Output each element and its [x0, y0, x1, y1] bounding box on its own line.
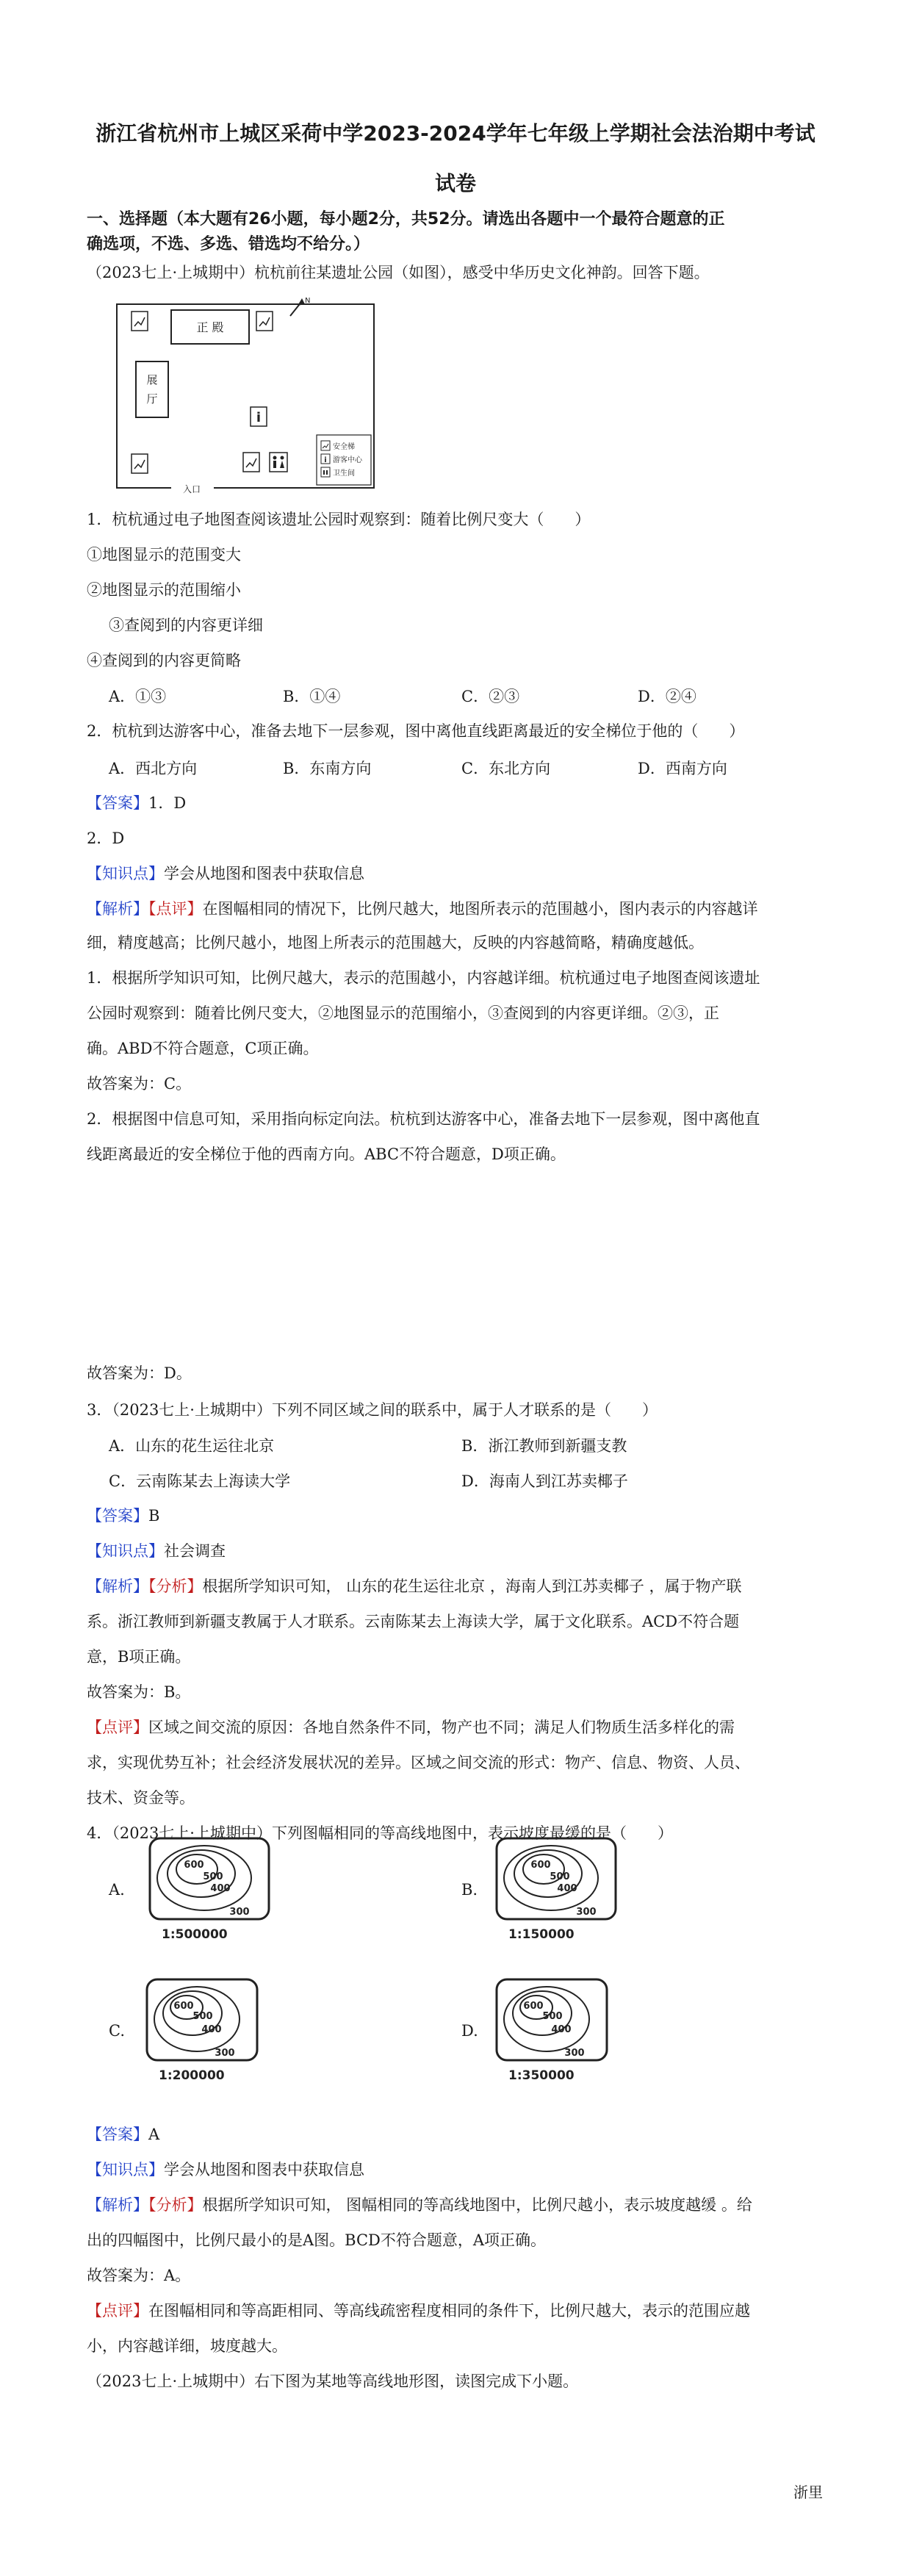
svg-text:300: 300	[229, 1907, 250, 1918]
q4-option-a-contour-map[interactable]	[147, 1835, 272, 1946]
q1-statement-3: ③查阅到的内容更详细	[109, 616, 263, 634]
svg-text:300: 300	[564, 2048, 585, 2059]
svg-text:400: 400	[201, 2024, 222, 2035]
comment-q4-line1: 【点评】在图幅相同和等高距相同、等高线疏密程度相同的条件下，比例尺越大，表示的范围应越	[87, 2302, 750, 2320]
svg-text:400: 400	[551, 2024, 572, 2035]
explanation-q3-line1: 【解析】【分析】根据所学知识可知， 山东的花生运往北京 ，海南人到江苏卖椰子 ，属于物产联	[87, 1577, 742, 1595]
exhibition-hall-char1: 展	[146, 373, 158, 386]
explanation-q3-line2: 系。浙江教师到新疆支教属于人才联系。云南陈某去上海读大学，属于文化联系。ACD不符合题	[87, 1613, 740, 1630]
visitor-center-symbol: i	[256, 410, 262, 425]
comment-q3-line1: 【点评】区域之间交流的原因：各地自然条件不同，物产也不同；满足人们物质生活多样化的需	[87, 1719, 735, 1736]
q2-option-d[interactable]: D．西南方向	[638, 760, 727, 777]
explanation-q4-conclusion: 故答案为：A。	[87, 2267, 191, 2284]
answer-q4: 【答案】A	[87, 2126, 160, 2143]
q2-option-b[interactable]: B．东南方向	[283, 760, 372, 777]
knowledge-point-q4: 【知识点】学会从地图和图表中获取信息	[87, 2161, 364, 2179]
q4-option-c-contour-map[interactable]	[144, 1976, 269, 2087]
explanation-q1-para1-line2: 公园时观察到：随着比例尺变大，②地图显示的范围缩小，③查阅到的内容更详细。②③，正	[87, 1004, 719, 1022]
knowledge-point-q1-q2: 【知识点】学会从地图和图表中获取信息	[87, 865, 364, 882]
q4-option-a-letter[interactable]: A.	[109, 1881, 125, 1899]
q3-option-a[interactable]: A．山东的花生运往北京	[109, 1437, 275, 1455]
q4-option-d-scale: 1:350000	[508, 2068, 575, 2083]
q4-stem: 4．（2023七上·上城期中）下列图幅相同的等高线地图中，表示坡度最缓的是（ ）	[87, 1824, 673, 1842]
q1-stem: 1．杭杭通过电子地图查阅该遗址公园时观察到：随着比例尺变大（ ）	[87, 511, 591, 528]
explanation-q2-line2: 线距离最近的安全梯位于他的西南方向。ABC不符合题意，D项正确。	[87, 1145, 566, 1163]
q1-option-d[interactable]: D．②④	[638, 688, 696, 705]
section-heading-line1: 一、选择题（本大题有26小题，每小题2分，共52分。请选出各题中一个最符合题意的正	[87, 210, 725, 229]
stairs-icon	[132, 312, 148, 331]
intro-q5: （2023七上·上城期中）右下图为某地等高线地形图，读图完成下小题。	[87, 2372, 579, 2390]
svg-text:600: 600	[173, 2001, 194, 2012]
svg-text:500: 500	[550, 1871, 570, 1882]
q4-option-d-letter[interactable]: D.	[461, 2022, 478, 2040]
q4-option-d-contour-map[interactable]	[494, 1976, 619, 2087]
svg-text:300: 300	[576, 1907, 597, 1918]
q1-statement-2: ②地图显示的范围缩小	[87, 581, 241, 599]
q4-option-b-scale: 1:150000	[508, 1927, 575, 1942]
comment-q4-line2: 小，内容越详细，坡度越大。	[87, 2337, 287, 2355]
svg-text:600: 600	[530, 1860, 551, 1871]
explanation-q1-para1-line3: 确。ABD不符合题意，C项正确。	[87, 1040, 319, 1057]
svg-text:500: 500	[542, 2011, 563, 2022]
page-title-line2: 试卷	[434, 171, 476, 195]
q1-option-a[interactable]: A．①③	[109, 688, 167, 705]
q1-option-c[interactable]: C．②③	[461, 688, 520, 705]
q4-option-b-letter[interactable]: B.	[461, 1881, 478, 1899]
svg-text:i: i	[324, 456, 327, 464]
explanation-q1-para1-line1: 1．根据所学知识可知，比例尺越大，表示的范围越小，内容越详细。杭杭通过电子地图查阅该遗址	[87, 969, 760, 987]
knowledge-point-q3: 【知识点】社会调查	[87, 1542, 226, 1560]
svg-text:500: 500	[203, 1871, 223, 1882]
svg-text:400: 400	[210, 1883, 231, 1894]
q4-option-a-scale: 1:500000	[162, 1927, 228, 1942]
comment-q3-line2: 求，实现优势互补；社会经济发展状况的差异。区域之间交流的形式：物产、信息、物资、人员、	[87, 1754, 750, 1771]
legend-label-restroom: 卫生间	[333, 469, 355, 478]
svg-text:600: 600	[523, 2001, 544, 2012]
legend-label-stairs: 安全梯	[333, 443, 355, 451]
q4-option-b-contour-map[interactable]	[494, 1835, 619, 1946]
section-heading-line2: 确选项，不选、多选、错选均不给分。）	[87, 235, 370, 253]
stairs-icon	[132, 454, 148, 473]
exhibition-hall-box	[136, 361, 168, 417]
explanation-q1-q2-line1: 【解析】【点评】在图幅相同的情况下，比例尺越大，地图所表示的范围越小，图内表示的内容越详	[87, 900, 758, 918]
explanation-q4-line1: 【解析】【分析】根据所学知识可知， 图幅相同的等高线地图中，比例尺越小，表示坡度越缓 。给	[87, 2196, 752, 2214]
q3-option-d[interactable]: D．海南人到江苏卖椰子	[461, 1472, 628, 1490]
visitor-center-icon	[251, 407, 267, 426]
answer-q1: 1．D	[148, 794, 187, 812]
exhibition-hall-char2: 厅	[146, 392, 158, 406]
answer-q1-q2	[87, 792, 829, 814]
north-arrow-icon	[290, 297, 310, 316]
q3-option-b[interactable]: B．浙江教师到新疆支教	[461, 1437, 627, 1455]
explanation-q3-conclusion: 故答案为：B。	[87, 1683, 191, 1701]
q4-option-c-letter[interactable]: C.	[109, 2022, 125, 2040]
explanation-q2-conclusion: 故答案为：D。	[87, 1364, 192, 1382]
answer-q3: 【答案】B	[87, 1507, 160, 1525]
explanation-q1-q2-line2: 细，精度越高；比例尺越小，地图上所表示的范围越大，反映的内容越简略，精确度越低。	[87, 934, 704, 951]
explanation-q3-line3: 意，B项正确。	[87, 1648, 191, 1666]
q1-statement-4: ④查阅到的内容更简略	[87, 652, 241, 669]
intro-q1-q2: （2023七上·上城期中）杭杭前往某遗址公园（如图），感受中华历史文化神韵。回答下题。	[87, 264, 710, 281]
svg-text:300: 300	[215, 2048, 235, 2059]
explanation-q1-conclusion: 故答案为：C。	[87, 1075, 192, 1093]
q4-option-c-scale: 1:200000	[159, 2068, 225, 2083]
q2-option-a[interactable]: A．西北方向	[109, 760, 198, 777]
q3-option-c[interactable]: C．云南陈某去上海读大学	[109, 1472, 291, 1490]
page-footer: 浙里	[793, 2483, 823, 2501]
entrance-label: 入口	[182, 484, 201, 494]
answer-label: 【答案】	[87, 794, 148, 812]
main-hall-label: 正 殿	[196, 320, 224, 334]
q1-option-b[interactable]: B．①④	[283, 688, 341, 705]
stairs-icon	[243, 453, 259, 472]
q1-statement-1: ①地图显示的范围变大	[87, 546, 241, 564]
stairs-icon	[256, 312, 273, 331]
svg-text:400: 400	[557, 1883, 577, 1894]
comment-q3-line3: 技术、资金等。	[87, 1789, 195, 1807]
park-map-figure	[114, 294, 386, 500]
q2-stem: 2．杭杭到达游客中心，准备去地下一层参观，图中离他直线距离最近的安全梯位于他的（ ）	[87, 722, 745, 740]
svg-text:600: 600	[184, 1860, 204, 1871]
q2-option-c[interactable]: C．东北方向	[461, 760, 551, 777]
page-title-line1: 浙江省杭州市上城区采荷中学2023-2024学年七年级上学期社会法治期中考试	[96, 121, 815, 145]
q3-stem: 3．（2023七上·上城期中）下列不同区域之间的联系中，属于人才联系的是（ ）	[87, 1401, 658, 1419]
explanation-q2-line1: 2．根据图中信息可知，采用指向标定向法。杭杭到达游客中心，准备去地下一层参观，图中离他直	[87, 1110, 760, 1128]
svg-text:N: N	[305, 297, 311, 305]
answer-q2: 2．D	[87, 830, 125, 847]
restroom-icon	[270, 453, 287, 472]
explanation-q4-line2: 出的四幅图中，比例尺最小的是A图。BCD不符合题意，A项正确。	[87, 2231, 547, 2249]
svg-text:500: 500	[192, 2011, 213, 2022]
legend-label-visitor-center: 游客中心	[333, 456, 362, 464]
knowledge-point-label: 【知识点】	[87, 865, 164, 882]
